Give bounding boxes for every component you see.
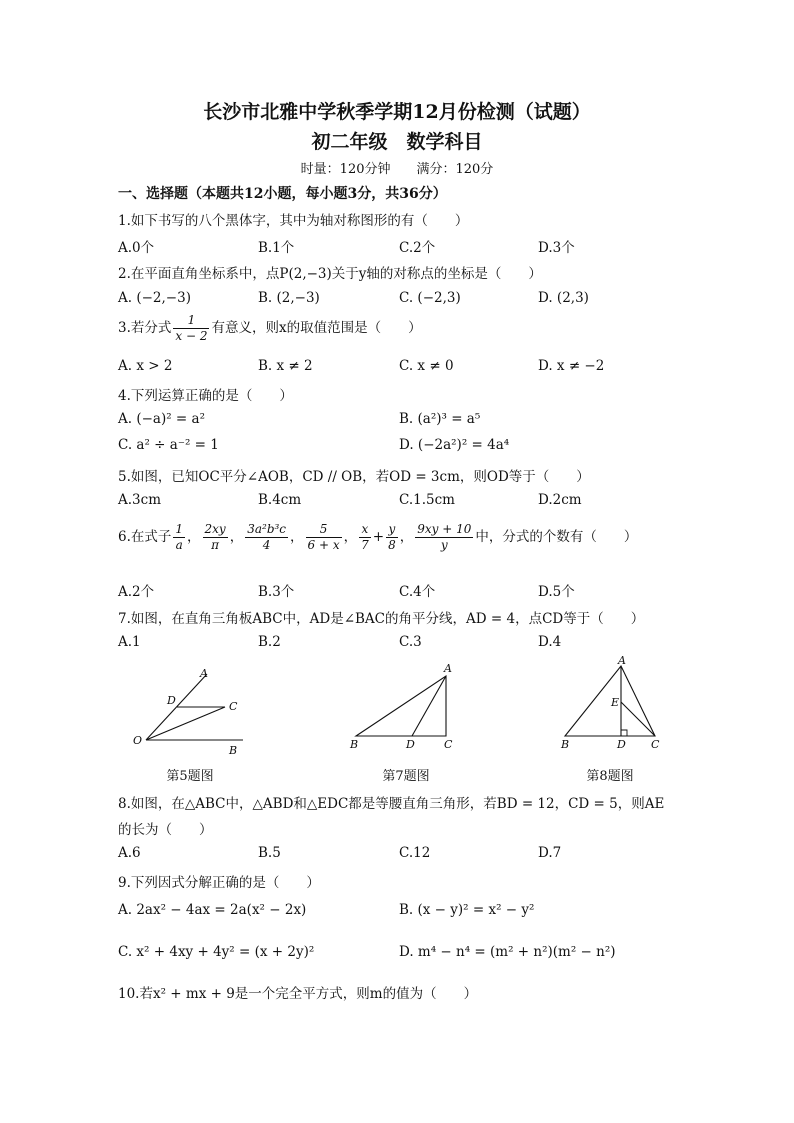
q6-option-b: B.3个	[258, 584, 295, 600]
fig5-label-o: O	[133, 734, 143, 747]
q2-option-a: A. (−2,−3)	[118, 290, 191, 306]
question-8-line-1: 8.如图，在△ABC中，△ABD和△EDC都是等腰直角三角形，若BD = 12，CD = 5，则AE	[118, 796, 665, 812]
q3-option-c: C. x ≠ 0	[399, 358, 454, 374]
q6-option-c: C.4个	[399, 584, 436, 600]
figure-5-caption: 第5题图	[166, 769, 214, 784]
q3-prefix: 3.若分式	[118, 320, 172, 336]
q7-option-b: B.2	[258, 634, 281, 650]
exam-title: 长沙市北雅中学秋季学期12月份检测（试题）	[203, 101, 591, 123]
q1-option-d: D.3个	[538, 240, 575, 256]
exam-info: 时量：120分钟 满分：120分	[300, 162, 494, 177]
q3-suffix: 有意义，则x的取值范围是（ ）	[211, 320, 422, 336]
q4-option-c: C. a² ÷ a⁻² = 1	[118, 437, 219, 453]
q8-option-a: A.6	[118, 845, 141, 861]
q5-option-a: A.3cm	[118, 492, 161, 508]
q6-f2-den: π	[211, 538, 220, 552]
q6-fraction-5	[359, 522, 371, 553]
fig8-label-d: D	[617, 738, 626, 751]
q1-option-b: B.1个	[258, 240, 295, 256]
q9-option-a: A. 2ax² − 4ax = 2a(x² − 2x)	[118, 902, 307, 918]
q3-fraction	[173, 313, 209, 344]
fig5-label-c: C	[229, 700, 238, 713]
question-4: 4.下列运算正确的是（ ）	[118, 388, 293, 404]
q6-prefix: 6.在式子	[118, 529, 172, 545]
figure-8-caption: 第8题图	[586, 769, 634, 784]
q6-fraction-1	[173, 522, 185, 553]
q6-fraction-2	[203, 522, 228, 553]
fig7-bisector-ad	[412, 676, 446, 736]
q3-numerator: 1	[173, 313, 209, 329]
fig5-label-a: A	[200, 667, 208, 680]
q8-option-c: C.12	[399, 845, 431, 861]
q7-option-c: C.3	[399, 634, 422, 650]
fig8-label-e: E	[611, 696, 620, 709]
question-2: 2.在平面直角坐标系中，点P(2,−3)关于y轴的对称点的坐标是（ ）	[118, 266, 542, 282]
q5-option-c: C.1.5cm	[399, 492, 455, 508]
q6-option-d: D.5个	[538, 584, 575, 600]
question-5: 5.如图，已知OC平分∠AOB，CD // OB，若OD = 3cm，则OD等于（ ）	[118, 469, 590, 485]
fig8-right-angle-mark	[621, 730, 627, 736]
q8-option-d: D.7	[538, 845, 562, 861]
q6-f5-den: 7	[361, 538, 369, 552]
q1-option-c: C.2个	[399, 240, 436, 256]
q9-option-b: B. (x − y)² = x² − y²	[399, 902, 535, 918]
question-1: 1.如下书写的八个黑体字，其中为轴对称图形的有（ ）	[118, 213, 469, 229]
q6-f7-num: 9xy + 10	[417, 522, 472, 536]
q6-f6-den: 8	[388, 538, 396, 552]
figure-5	[125, 662, 255, 758]
q6-f3-den: 4	[262, 538, 271, 552]
q6-f5-num: x	[359, 522, 371, 538]
q2-option-d: D. (2,3)	[538, 290, 589, 306]
q5-option-b: B.4cm	[258, 492, 302, 508]
q4-option-b: B. (a²)³ = a⁵	[399, 411, 481, 427]
q7-option-a: A.1	[118, 634, 141, 650]
fig7-triangle-abc	[356, 676, 446, 736]
q6-f4-num: 5	[306, 522, 342, 538]
q6-fraction-6	[386, 522, 398, 553]
exam-subtitle: 初二年级 数学科目	[311, 131, 483, 153]
figure-7-caption: 第7题图	[382, 769, 430, 784]
q3-denominator: x − 2	[175, 329, 208, 343]
fig5-label-b: B	[229, 744, 238, 757]
q6-plus: +	[372, 529, 385, 545]
q5-option-d: D.2cm	[538, 492, 582, 508]
question-8-line-2: 的长为（ ）	[118, 822, 213, 838]
q6-f7-den: y	[440, 538, 448, 552]
q6-f4-den: 6 + x	[307, 538, 340, 552]
q2-option-b: B. (2,−3)	[258, 290, 320, 306]
q6-fraction-4	[306, 522, 342, 553]
fig7-label-d: D	[406, 738, 415, 751]
q6-suffix: 中，分式的个数有（ ）	[475, 529, 638, 545]
fig8-label-b: B	[561, 738, 570, 751]
q2-option-c: C. (−2,3)	[399, 290, 461, 306]
q6-f1-den: a	[175, 538, 183, 552]
q6-fraction-3	[245, 522, 288, 553]
q1-option-a: A.0个	[118, 240, 155, 256]
question-10: 10.若x² + mx + 9是一个完全平方式，则m的值为（ ）	[118, 986, 478, 1002]
question-7: 7.如图，在直角三角板ABC中，AD是∠BAC的角平分线，AD = 4，点CD等于（ ）	[118, 611, 645, 627]
q6-fraction-7	[415, 522, 473, 553]
section-heading: 一、选择题（本题共12小题，每小题3分，共36分）	[118, 186, 447, 202]
fig8-label-a: A	[618, 656, 626, 667]
q6-option-a: A.2个	[118, 584, 155, 600]
q6-f2-num: 2xy	[204, 522, 226, 536]
fig8-segment-ec	[621, 702, 655, 736]
question-3	[118, 313, 422, 344]
q3-option-b: B. x ≠ 2	[258, 358, 313, 374]
q6-f3-num: 3a²b³c	[247, 522, 287, 536]
fig7-label-c: C	[444, 738, 453, 751]
fig5-ray-oc	[146, 707, 225, 740]
fig5-label-d: D	[167, 694, 176, 707]
figure-7	[340, 660, 470, 756]
q4-option-d: D. (−2a²)² = 4a⁴	[399, 437, 510, 453]
question-9: 9.下列因式分解正确的是（ ）	[118, 875, 320, 891]
q3-option-d: D. x ≠ −2	[538, 358, 605, 374]
q9-option-d: D. m⁴ − n⁴ = (m² + n²)(m² − n²)	[399, 944, 616, 960]
q7-option-d: D.4	[538, 634, 562, 650]
q6-f1-num: 1	[175, 522, 184, 536]
q6-f6-num: y	[386, 522, 398, 538]
q3-option-a: A. x > 2	[118, 358, 173, 374]
fig7-label-b: B	[350, 738, 359, 751]
fig8-label-c: C	[651, 738, 660, 751]
q9-option-c: C. x² + 4xy + 4y² = (x + 2y)²	[118, 944, 315, 960]
q8-option-b: B.5	[258, 845, 281, 861]
q4-option-a: A. (−a)² = a²	[118, 411, 205, 427]
fig8-triangle-abc	[565, 666, 655, 736]
fig7-label-a: A	[444, 662, 452, 675]
question-6: 6.在式子 $\frac{1}{a}$ ， $\frac{2xy}{\pi}$ ， $\frac{\text{3a²b³c}}{4}$ ， $\frac{5}{6 + x}$ ， $\frac{x}{7}$ + $\frac{y}{8}$ ， $\frac{9xy + 10}{y}$ 中，分式的个数有（ ）	[118, 522, 638, 552]
figure-8	[555, 656, 670, 756]
